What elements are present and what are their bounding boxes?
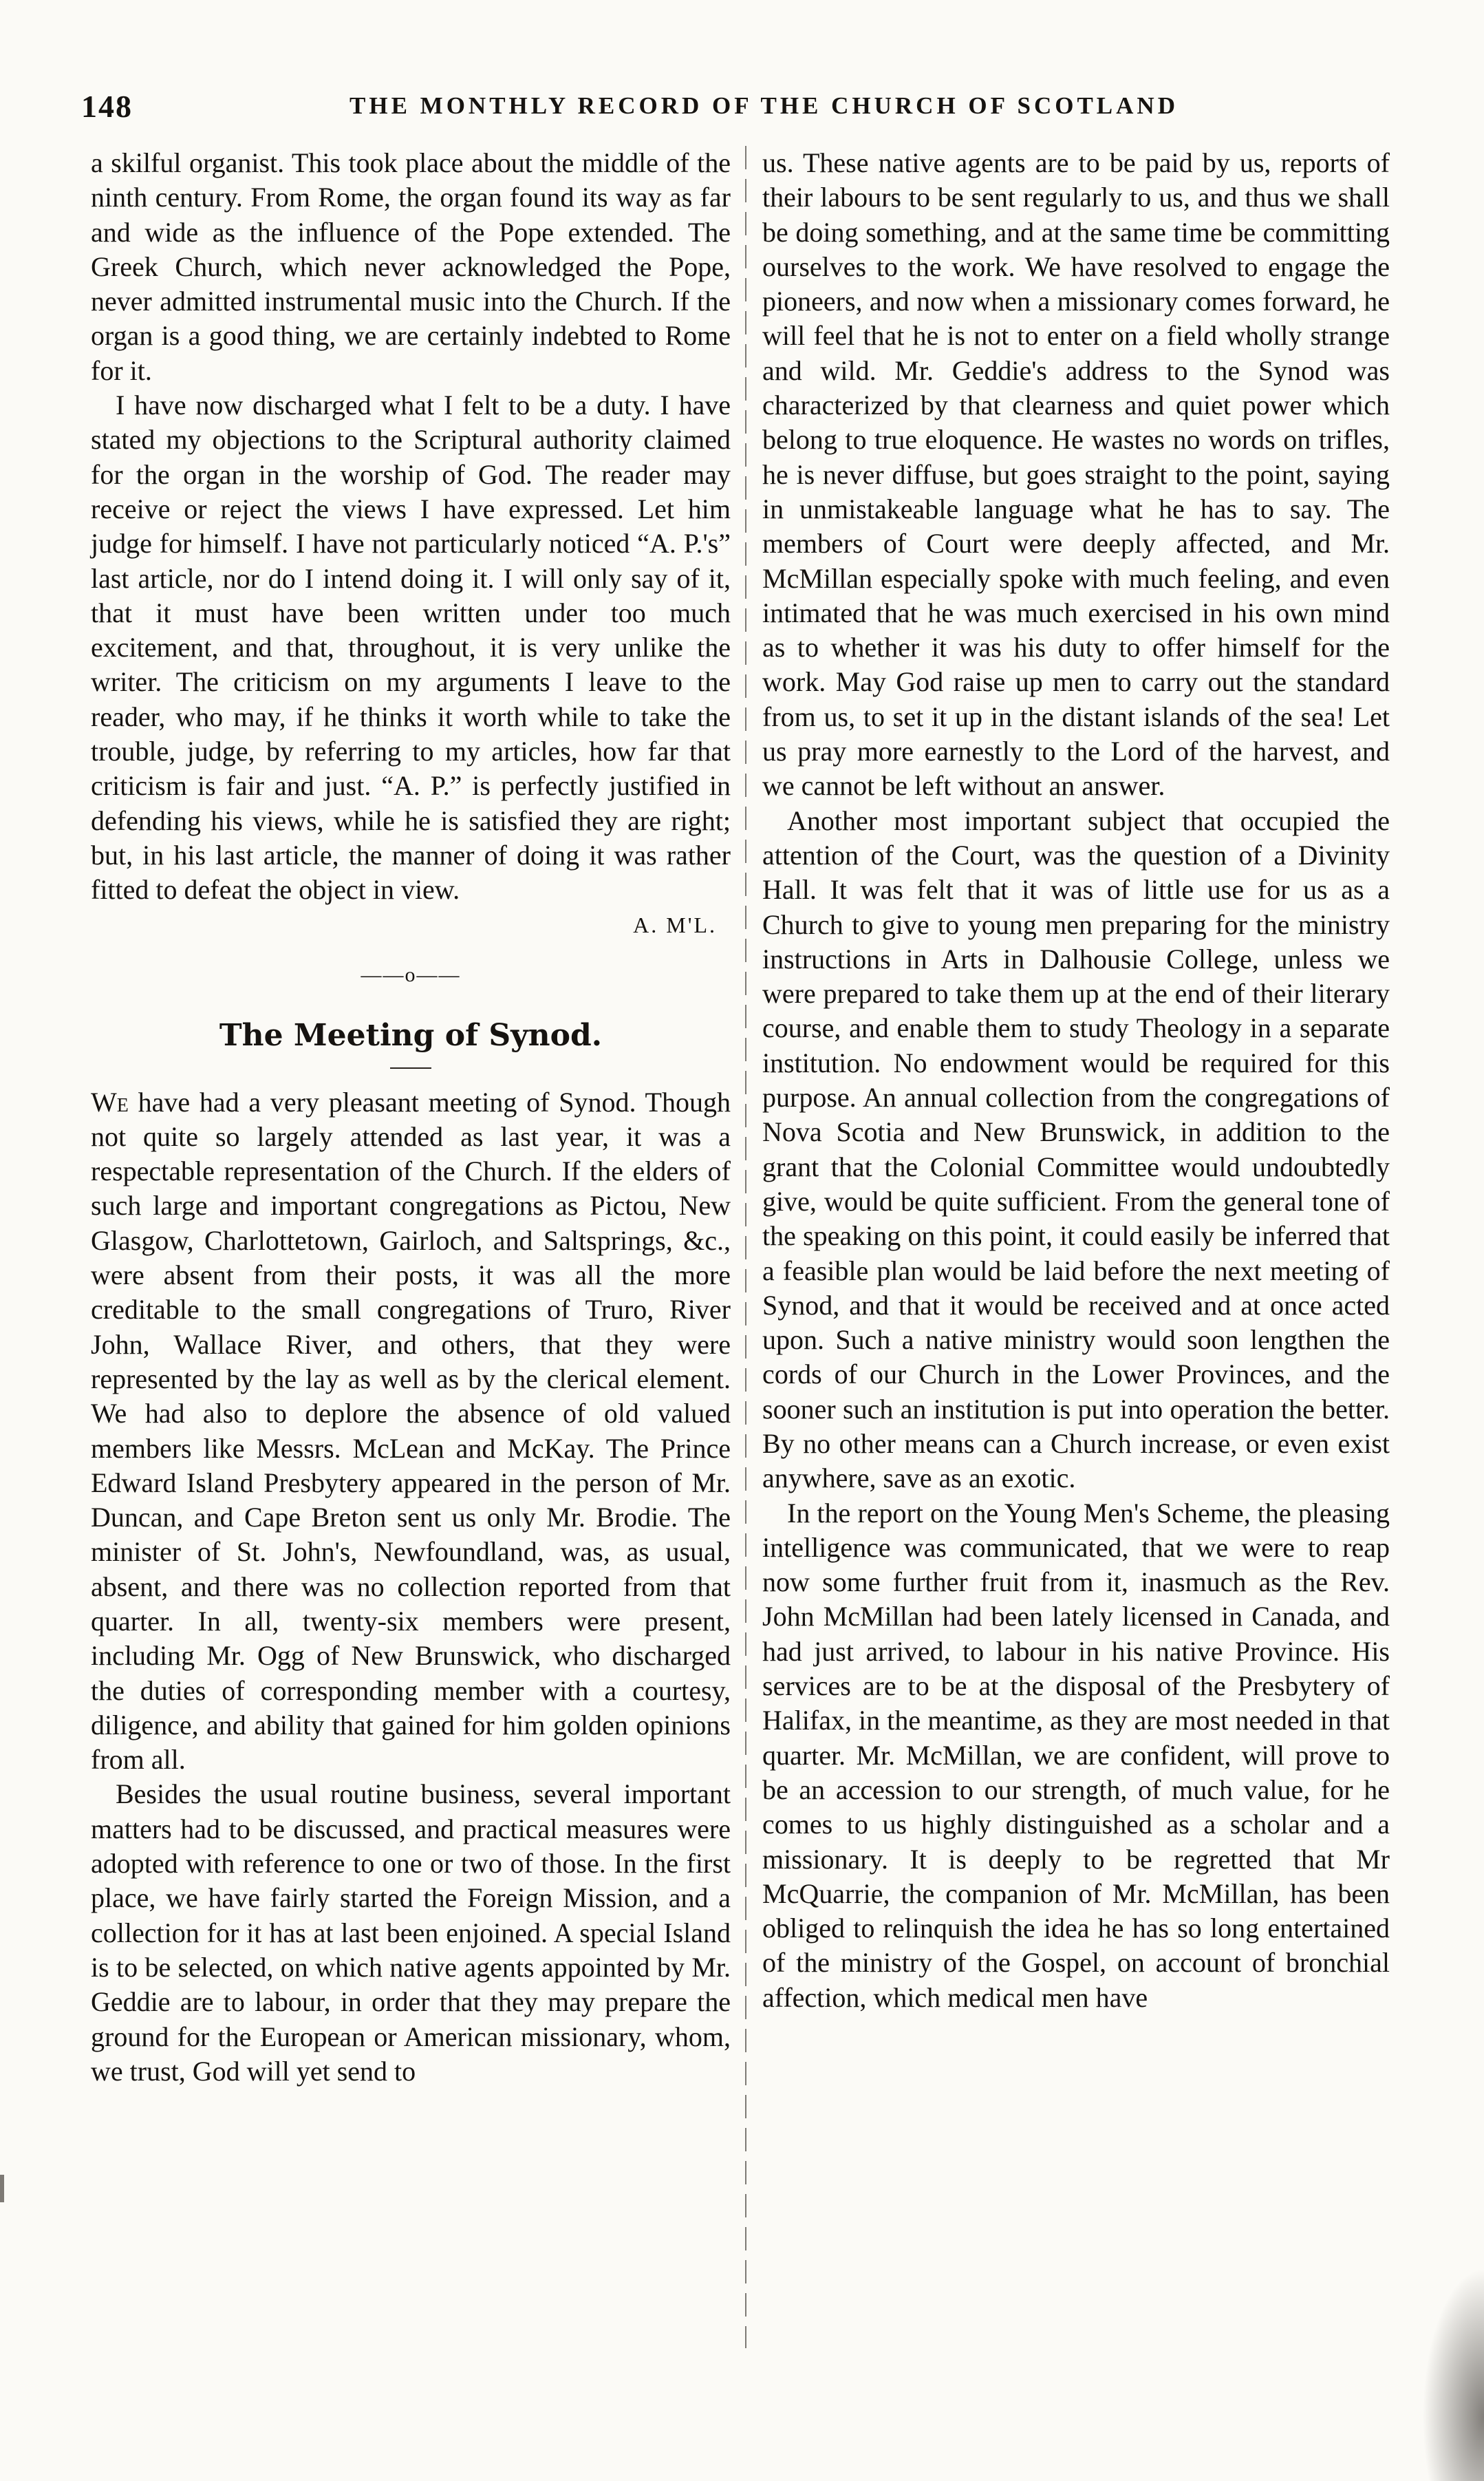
paragraph: a skilful organist. This took place about the middle of the ninth century. From Rome, the organ found its way as far and wide as the influence of the Pope extended. The Greek Church, which never acknowledged the Pope, never admitted instrumental music into the Church. If the organ is a good thing, we are certainly indebted to Rome for it. (91, 147, 731, 386)
section-ornament: ——o—— (361, 963, 461, 986)
section-title: The Meeting of Synod. (219, 1017, 603, 1053)
scan-edge-mark (0, 2175, 4, 2202)
paragraph: Besides the usual routine business, several important matters had to be discussed, and practical measures were adopted with reference to one or two of those. In the first place, we have fairly started the Foreign Mission, and a collection for it has at last been enjoined. A special Island is to be selected, on which native agents appointed by Mr. Geddie are to labour, in order that they may prepare the ground for the European or American missionary, whom, we trust, God will yet send to (91, 1778, 731, 2087)
column-divider (745, 146, 746, 2348)
paragraph-text: have had a very pleasant meeting of Synod. Though not quite so largely attended as last year, it was a respectable representation of the Church. If the elders of such large and important congregations as Pictou, New Glasgow, Charlottetown, Gairloch, and Saltsprings, &c., were absent from their posts, it was all the more creditable to the small congregations of Truro, River John, Wallace River, and others, that they were represented by the lay as well as by the clerical element. We had also to deplore the absence of old valued members like Messrs. McLean and McKay. The Prince Edward Island Presbytery appeared in the person of Mr. Duncan, and Cape Breton sent us only Mr. Brodie. The minister of St. John's, Newfoundland, was, as usual, absent, and there was no collection reported from that quarter. In all, twenty-six members were present, including Mr. Ogg of New Brunswick, who discharged the duties of corresponding member with a courtesy, diligence, and ability that gained for him golden opinions from all. (91, 1086, 731, 1776)
paragraph: Another most important subject that occupied the attention of the Court, was the question of a Divinity Hall. It was felt that it was of little use for us as a Church to give to young men preparing for the ministry instructions in Arts in Dalhousie College, unless we were prepared to take them up at the end of their literary course, and enable them to study Theology in a separate institution. No endowment would be required for this purpose. An annual collection from the congregations of Nova Scotia and New Brunswick, in addition to the grant that the Colonial Committee would undoubtedly give, would be quite sufficient. From the general tone of the speaking on this point, it could easily be inferred that a feasible plan would be laid before the next meeting of Synod, and that it would be received and at once acted upon. Such a native ministry would soon lengthen the cords of our Church in the Lower Provinces, and the sooner such an institution is put into operation the better. By no other means can a Church increase, or even exist anywhere, save as an exotic. (762, 805, 1390, 1494)
running-head: THE MONTHLY RECORD OF THE CHURCH OF SCOTLAND (350, 92, 1179, 119)
paragraph (91, 1085, 731, 1778)
paragraph: us. These native agents are to be paid by us, reports of their labours to be sent regularly to us, and thus we shall be doing something, and at the same time be committing ourselves to the work. We have resolved to engage the pioneers, and now when a missionary comes forward, he will feel that he is not to enter on a field wholly strange and wild. Mr. Geddie's address to the Synod was characterized by that clearness and quiet power which belong to true eloquence. He wastes no words on trifles, he is never diffuse, but goes straight to the point, saying in unmistakeable language what he has to say. The members of Court were deeply affected, and Mr. McMillan especially spoke with much feeling, and even intimated that he was much exercised in his own mind as to whether it was his duty to offer himself for the work. May God raise up men to carry out the standard from us, to set it up in the distant islands of the sea! Let us pray more earnestly to the Lord of the harvest, and we cannot be left without an answer. (762, 147, 1390, 802)
right-column (762, 146, 1390, 2398)
left-column (91, 146, 731, 2398)
page-number: 148 (81, 89, 133, 124)
title-rule (390, 1067, 431, 1069)
scan-smudge (1422, 2268, 1484, 2481)
paragraph: I have now discharged what I felt to be a duty. I have stated my objections to the Scriptural authority claimed for the organ in the worship of God. The reader may receive or reject the views I have expressed. Let him judge for himself. I have not particularly noticed “A. P.'s” last article, nor do I intend doing it. I will only say of it, that it must have been written under too much excitement, and that, throughout, it is very unlike the writer. The criticism on my arguments I leave to the reader, who may, if he thinks it worth while to take the trouble, judge, by referring to my articles, how far that criticism is fair and just. “A. P.” is perfectly justified in defending his views, while he is satisfied they are right; but, in his last article, the manner of doing it was rather fitted to defeat the object in view. (91, 390, 731, 906)
author-signature: A. M'L. (633, 912, 717, 937)
drop-cap-word: We (91, 1086, 129, 1118)
page-header (81, 88, 1381, 136)
paragraph: In the report on the Young Men's Scheme, the pleasing intelligence was communicated, that we were to reap now some further fruit from it, inasmuch as the Rev. John McMillan had been lately licensed in Canada, and had just arrived, to labour in his native Province. His services are to be at the disposal of the Presbytery of Halifax, in the meantime, as they are most needed in that quarter. Mr. McMillan, we are confident, will prove to be an accession to our strength, of much value, for he comes to us highly distinguished as a scholar and a missionary. It is deeply to be regretted that Mr McQuarrie, the companion of Mr. McMillan, has been obliged to relinquish the idea he has so long entertained of the ministry of the Gospel, on account of bronchial affection, which medical men have (762, 1497, 1390, 2013)
